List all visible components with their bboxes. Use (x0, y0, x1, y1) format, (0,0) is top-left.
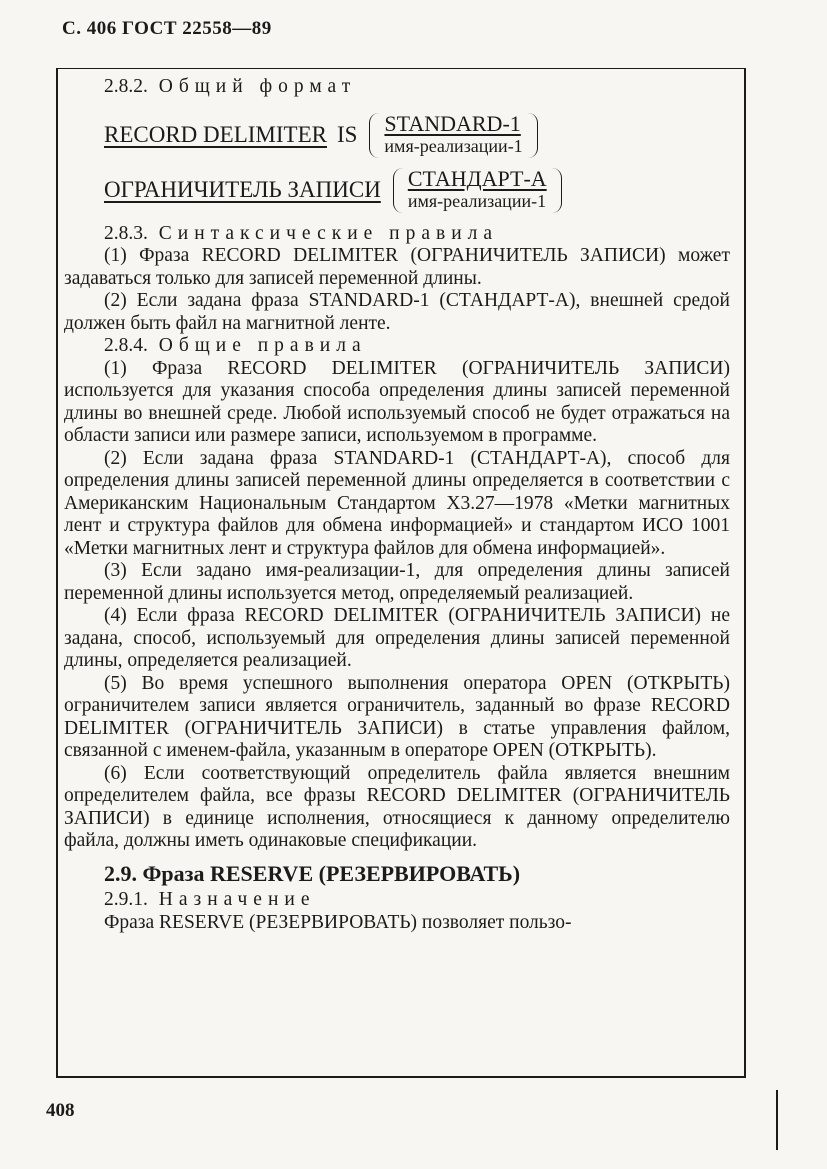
section-title: Общий формат (158, 76, 357, 97)
option-implementor-name: имя-реализации-1 (407, 191, 547, 211)
format-record-delimiter-ru (104, 165, 730, 213)
option-standard: STANDARD-1 (384, 110, 521, 136)
section-title: Назначение (158, 889, 316, 910)
format-record-delimiter (104, 110, 730, 158)
brace-options (369, 110, 537, 158)
section-2-8-3: 2.8.3. Синтаксические правила (104, 222, 499, 244)
keyword: ОГРАНИЧИТЕЛЬ ЗАПИСИ (104, 176, 381, 202)
rule-paragraph: (2) Если задана фраза STANDARD-1 (СТАНДАРТ-А), способ для определения длины записей переменной длины определяется в соответствии с Американским Национальным Стандартом X3.27—1978 «Метки магнитных лент и структура файлов для обмена информацией» и стандартом ИСО 1001 «Метки магнитных лент и структура файлов для обмена информацией». (64, 447, 730, 559)
section-2-8-2: 2.8.2. Общий формат (104, 76, 357, 97)
section-title: Общие правила (158, 335, 367, 356)
section-2-9-1: 2.9.1. Назначение (104, 889, 316, 910)
keyword-is: IS (336, 121, 358, 147)
rule-paragraph: (2) Если задана фраза STANDARD-1 (СТАНДАРТ-А), внешней средой должен быть файл на магнитной ленте. (64, 290, 730, 334)
rule-paragraph: (6) Если соответствующий определитель файла является внешним определителем файла, все фразы RECORD DELIMITER (ОГРАНИЧИТЕЛЬ ЗАПИСИ) в единице исполнения, относящиеся к данному определителю файла, должны иметь одинаковые спецификации. (64, 762, 730, 851)
rule-paragraph: (1) Фраза RECORD DELIMITER (ОГРАНИЧИТЕЛЬ ЗАПИСИ) используется для указания способа определения длины записей переменной длины во внешней среде. Любой используемый способ не будет отражаться на области записи или размере записи, используемом в программе. (64, 357, 730, 446)
brace-options (393, 165, 562, 213)
page-header: С. 406 ГОСТ 22558—89 (62, 18, 272, 39)
option-implementor-name: имя-реализации-1 (384, 136, 523, 156)
margin-mark (776, 1090, 778, 1150)
section-2-8-4: 2.8.4. Общие правила (104, 335, 367, 356)
body-paragraph: Фраза RESERVE (РЕЗЕРВИРОВАТЬ) позволяет пользо- (104, 911, 572, 933)
page-content (64, 76, 730, 934)
section-2-9-heading: 2.9. Фраза RESERVE (РЕЗЕРВИРОВАТЬ) (104, 860, 521, 886)
page-number: 408 (46, 1100, 75, 1121)
section-title: Синтаксические правила (158, 222, 499, 244)
rule-paragraph: (1) Фраза RECORD DELIMITER (ОГРАНИЧИТЕЛЬ ЗАПИСИ) может задаваться только для записей переменной длины. (64, 245, 730, 289)
rule-paragraph: (4) Если фраза RECORD DELIMITER (ОГРАНИЧИТЕЛЬ ЗАПИСИ) не задана, способ, используемый для определения длины записей переменной длины, определяется реализацией. (64, 605, 730, 671)
rule-paragraph: (5) Во время успешного выполнения оператора OPEN (ОТКРЫТЬ) ограничителем записи является ограничитель, заданный во фразе RECORD DELIMITER (ОГРАНИЧИТЕЛЬ ЗАПИСИ) в статье управления файлом, связанной с именем-файла, указанным в операторе OPEN (ОТКРЫТЬ). (64, 672, 730, 761)
keyword: RECORD DELIMITER (104, 121, 327, 147)
rule-paragraph: (3) Если задано имя-реализации-1, для определения длины записей переменной длины используется метод, определяемый реализацией. (64, 560, 730, 604)
option-standard: СТАНДАРТ-А (407, 165, 547, 191)
